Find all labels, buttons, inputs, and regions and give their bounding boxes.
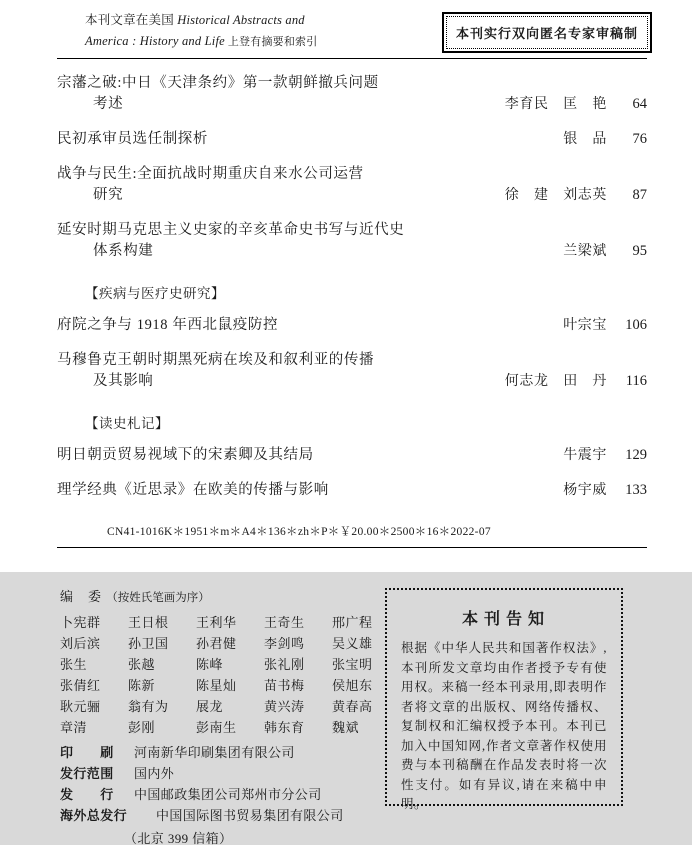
toc-entry-authors: 何志龙 田 丹 [504,374,607,389]
toc-entry-title: 府院之争与 1918 年西北鼠疫防控 [57,317,279,333]
editor-name: 陈星灿 [196,678,237,693]
toc-entry-page: 95 [632,243,647,259]
publisher-label: 印 刷 [60,745,114,760]
notice-title: 本刊告知 [461,611,550,628]
toc-entry-title: 马穆鲁克王朝时期黑死病在埃及和叙利亚的传播 [57,352,375,368]
toc-section-heading: 【读史札记】 [85,416,169,431]
indexing-note-line1-plain: 本刊文章在美国 [85,13,178,27]
toc-entry[interactable] [57,164,647,206]
toc-entry-page: 76 [632,131,647,147]
editor-row [60,675,375,696]
header-divider [57,58,647,59]
footer-divider [57,547,647,548]
publisher-row [60,805,375,826]
publisher-value: 中国国际图书贸易集团有限公司 [156,808,344,823]
editor-name: 张倩红 [60,678,101,693]
journal-notice [385,588,623,811]
indexing-note-line1-italic: Historical Abstracts and [177,13,305,27]
toc-entry-authors: 李育民 匡 艳 [504,97,607,112]
toc-entry-title: 理学经典《近思录》在欧美的传播与影响 [57,482,329,498]
toc-entry-title-cont: 研究 [93,187,124,203]
page-header [0,0,692,52]
editor-name: 孙君健 [196,636,237,651]
toc-entry-title: 明日朝贡贸易视域下的宋素卿及其结局 [57,447,314,463]
toc-entry-title-cont: 及其影响 [93,373,154,389]
notice-body: 根据《中华人民共和国著作权法》,本刊所发文章均由作者授予专有使用权。来稿一经本刊录用,即表明作者将文章的出版权、网络传播权、复制权和汇编权授予本刊。本刊已加入中国知网,作者文章著作权使用费与本刊稿酬在作品发表时将一次性支付。如有异议,请在来稿中申明。 [401,641,607,811]
publisher-label: 发 行 [60,787,114,802]
toc-entry[interactable] [57,315,647,336]
editor-name: 韩东育 [264,720,305,735]
publisher-row [60,784,375,805]
toc-entry-page: 116 [625,373,647,389]
toc-entry-title: 宗藩之破:中日《天津条约》第一款朝鲜撤兵问题 [57,75,379,91]
indexing-note-line2-plain: 上登有摘要和索引 [224,36,318,48]
toc-entry-page: 106 [625,317,647,333]
toc-entry-authors: 兰梁斌 [563,244,607,259]
editor-row [60,717,375,738]
editor-name: 卜宪群 [60,615,101,630]
cn-serial-code: CN41-1016K＊1951＊m＊A4＊136＊zh＊P＊￥20.00＊2500＊16＊2022-07 [107,526,491,538]
toc-entry-page: 64 [632,96,647,112]
publisher-info [60,742,375,849]
toc-entry-page: 133 [625,482,647,498]
indexing-note [85,10,317,53]
publisher-row [60,763,375,784]
toc-entry-title: 民初承审员选任制探析 [57,131,208,147]
toc-entry-page: 129 [625,447,647,463]
colophon-block [0,572,692,845]
toc-entry[interactable] [57,129,647,150]
toc-entry-authors: 牛震宇 [563,448,607,463]
editor-name: 王日根 [128,615,169,630]
review-seal [442,12,652,53]
editor-name: 苗书梅 [264,678,305,693]
toc-entry[interactable] [57,480,647,501]
editor-name: 侯旭东 [332,678,373,693]
editor-name: 魏斌 [332,720,360,735]
editor-name: 彭刚 [128,720,156,735]
indexing-note-line2-italic: America : History and Life [85,34,225,48]
editorial-board-label: 编 委 [60,589,103,604]
editor-name: 陈新 [128,678,156,693]
publisher-value: 中国邮政集团公司郑州市分公司 [134,787,322,802]
editor-name: 黄春高 [332,699,373,714]
editor-name: 黄兴涛 [264,699,305,714]
editor-name: 章清 [60,720,88,735]
editor-name: 张宝明 [332,657,373,672]
toc-entry[interactable] [57,220,647,262]
postal-box: （北京 399 信箱） [124,831,233,846]
toc-section-heading: 【疾病与医疗史研究】 [85,286,225,301]
editor-row [60,633,375,654]
editor-name: 王利华 [196,615,237,630]
editor-name: 张礼刚 [264,657,305,672]
toc-entry[interactable] [57,350,647,392]
editor-name: 耿元骊 [60,699,101,714]
editor-name: 展龙 [196,699,224,714]
publisher-label: 海外总发行 [60,808,128,823]
toc-entry-title-cont: 考述 [93,96,124,112]
publisher-row [60,742,375,763]
editor-name: 王奇生 [264,615,305,630]
editor-name: 李剑鸣 [264,636,305,651]
editor-name: 彭南生 [196,720,237,735]
editorial-board-note: （按姓氏笔画为序） [106,592,210,604]
editor-name: 陈峰 [196,657,224,672]
editor-name: 张生 [60,657,88,672]
toc-entry-authors: 叶宗宝 [563,318,607,333]
publisher-value: 国内外 [134,766,175,781]
review-seal-text: 本刊实行双向匿名专家审稿制 [446,16,648,49]
editor-name: 孙卫国 [128,636,169,651]
editor-row [60,696,375,717]
toc-entry-page: 87 [632,187,647,203]
colophon-left [0,572,375,845]
publisher-value: 河南新华印刷集团有限公司 [134,745,295,760]
publisher-label: 发行范围 [60,766,114,781]
toc-entry-authors: 杨宇威 [563,483,607,498]
editor-row [60,654,375,675]
toc-entry-authors: 徐 建 刘志英 [504,188,607,203]
toc-entry-authors: 银 品 [563,132,607,147]
toc-entry-title: 战争与民生:全面抗战时期重庆自来水公司运营 [57,166,364,182]
toc-entry-title-cont: 体系构建 [93,243,154,259]
editor-row [60,612,375,633]
toc-entry[interactable] [57,73,647,115]
editor-name: 邢广程 [332,615,373,630]
editorial-board-heading [60,586,375,609]
editor-name: 翁有为 [128,699,169,714]
editor-name: 张越 [128,657,156,672]
editor-name: 吴义雄 [332,636,373,651]
toc-entry-title: 延安时期马克思主义史家的辛亥革命史书写与近代史 [57,222,405,238]
toc-entry[interactable] [57,445,647,466]
table-of-contents [0,73,692,539]
editor-name: 刘后滨 [60,636,101,651]
